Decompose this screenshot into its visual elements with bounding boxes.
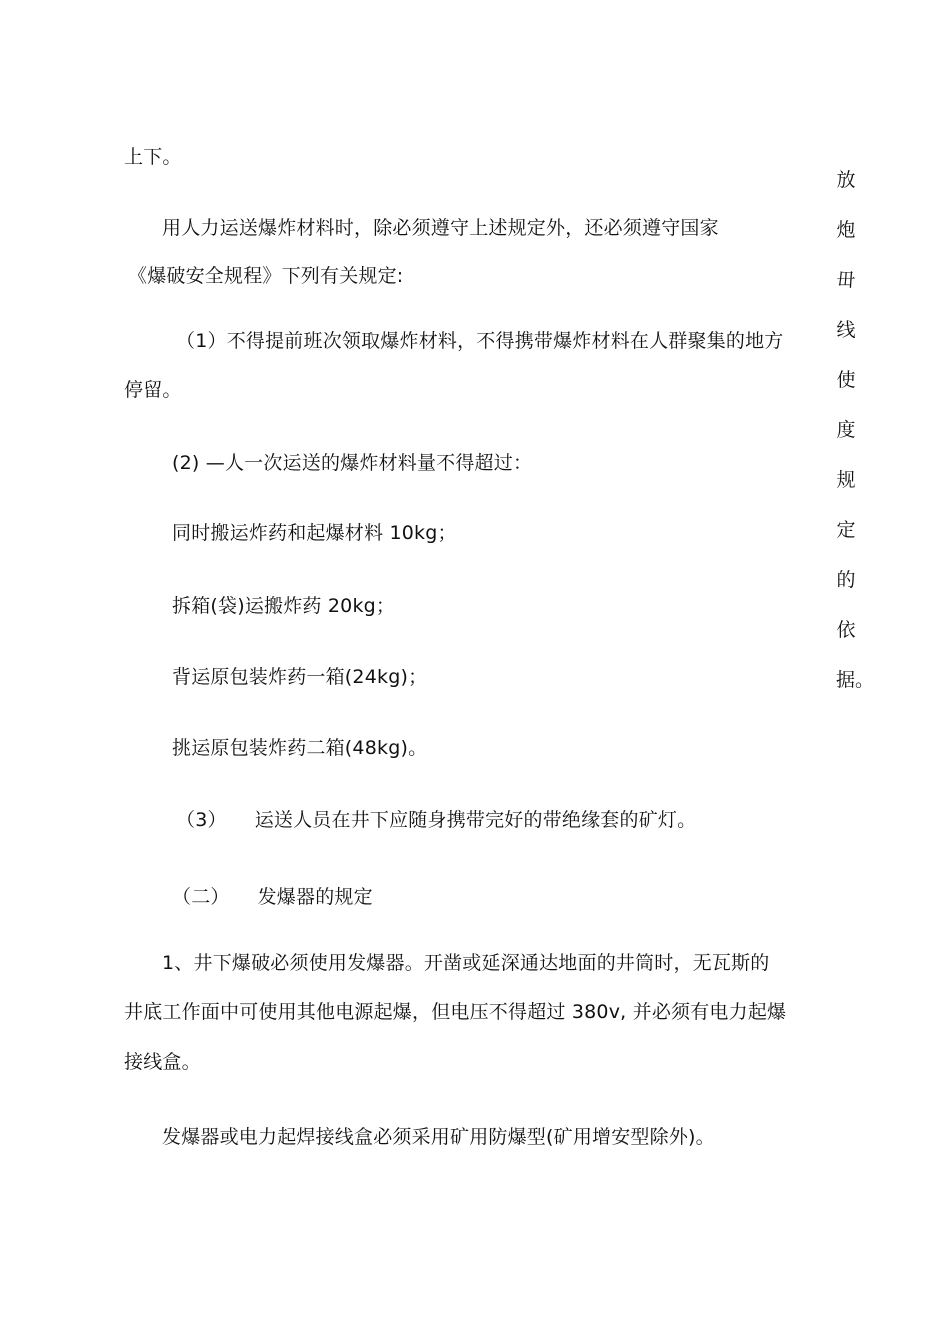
side-char: 依 [836,619,856,641]
side-char: 炮 [836,219,856,241]
section-number: （二） [172,886,230,908]
list-item: 背运原包装炸药一箱(24kg)； [172,666,428,688]
paragraph-line: 接线盒。 [124,1051,201,1073]
paragraph-line: 用人力运送爆炸材料时，除必须遵守上述规定外，还必须遵守国家 [162,217,719,239]
side-char: 毌 [836,269,856,291]
paragraph-line: 停留。 [124,379,182,401]
paragraph-line: 发爆器或电力起焊接线盒必须采用矿用防爆型(矿用增安型除外)。 [162,1126,715,1148]
side-char: 据。 [836,669,875,691]
item-number: （3） [176,809,227,831]
side-char: 线 [836,319,856,341]
paragraph-line [176,808,696,832]
side-char: 定 [836,519,856,541]
paragraph-line: 1、井下爆破必须使用发爆器。开凿或延深通达地面的井筒时，无瓦斯的 [162,952,770,974]
list-item: 挑运原包装炸药二箱(48kg)。 [172,737,428,759]
list-item: 拆箱(袋)运搬炸药 20kg； [172,595,396,617]
paragraph-line: 《爆破安全规程》下列有关规定: [128,265,404,287]
list-item: 同时搬运炸药和起爆材料 10kg； [172,522,457,544]
paragraph-line: （1）不得提前班次领取爆炸材料，不得携带爆炸材料在人群聚集的地方 [176,330,784,352]
item-text: 运送人员在井下应随身携带完好的带绝缘套的矿灯。 [254,809,697,831]
section-heading [172,885,373,909]
side-char: 度 [836,419,856,441]
paragraph-line: (2) —人一次运送的爆炸材料量不得超过： [172,452,533,474]
side-char: 使 [836,369,856,391]
paragraph-line: 上下。 [124,146,182,168]
paragraph-line: 井底工作面中可使用其他电源起爆，但电压不得超过 380v, 并必须有电力起爆 [124,1001,787,1023]
side-char: 的 [836,569,856,591]
side-char: 放 [836,169,856,191]
section-title: 发爆器的规定 [257,886,373,908]
side-char: 规 [836,469,856,491]
